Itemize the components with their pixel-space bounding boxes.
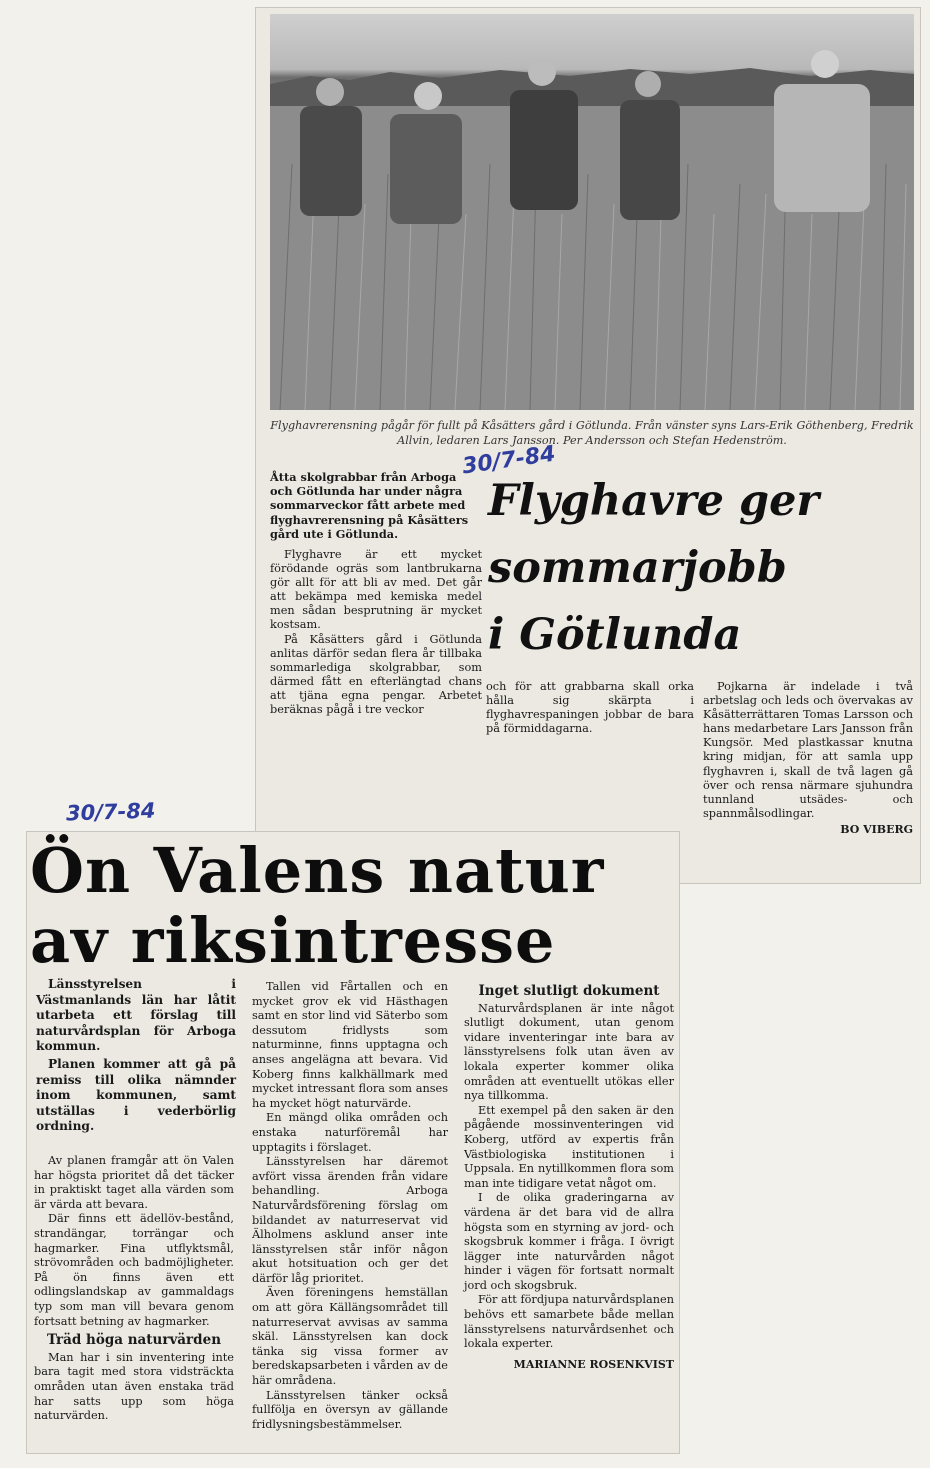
handwritten-date: 30/7-84 xyxy=(65,798,156,826)
paragraph: Där finns ett ädellöv-bestånd, strandängar, torrängar och hagmarker. Fina utflyktsmål, strövområden och badmöjligheter. På ön finns även ett odlingslandskap av gammaldags typ som man vill bevara genom fortsatt betning av hagmarker. xyxy=(34,1212,234,1328)
paragraph: Pojkarna är indelade i två arbetslag och leds och övervakas av Kåsätterrättaren Tomas Larsson och hans medarbetare Lars Jansson från Kungsör. Med plastkassar knutna kring midjan, för att samla upp flyghavren i, skall de två lagen gå över och rensa närmare sjuhundra tunnland utsädes- och spannmålsodlingar. xyxy=(703,680,913,820)
headline-line: av riksintresse xyxy=(30,904,556,977)
paragraph: För att fördjupa naturvårdsplanen behövs ett samarbete både mellan länsstyrelsens naturvårdsenhet och lokala experter. xyxy=(464,1293,674,1351)
article1-lead: Åtta skolgrabbar från Arboga och Götlunda har under några sommarveckor fått arbete med flyghavrerensning på Kåsätters gård ute i Götlunda. xyxy=(270,470,469,541)
photo-caption: Flyghavrerensning pågår för fullt på Kåsätters gård i Götlunda. Från vänster syns Lars-Erik Göthenberg, Fredrik Allvin, ledaren Lars Jansson. Per Andersson och Stefan Hedenström. xyxy=(270,419,914,447)
article2-lead xyxy=(36,977,236,1137)
article2-column-3 xyxy=(464,980,674,1372)
headline-line: Ön Valens natur xyxy=(30,834,605,907)
paragraph: Av planen framgår att ön Valen har högsta prioritet då det täcker in praktiskt taget alla värden som är värda att bevara. xyxy=(34,1154,234,1211)
article2-column-2 xyxy=(252,980,448,1432)
article1-column-3 xyxy=(703,680,913,837)
subheading: Inget slutligt dokument xyxy=(478,983,660,999)
handwritten-date: 30/7-84 xyxy=(460,441,558,480)
paragraph: Länsstyrelsen har däremot avfört vissa ärenden från vidare behandling. Arboga Naturvårdsförening förslag om bildandet av naturreservat vid Älholmens asklund anser inte länsstyrelsen står inför någon akut hotsituation och ger det därför låg prioritet. xyxy=(252,1155,448,1285)
paragraph: Länsstyrelsen tänker också fullfölja en översyn av gällande fridlysningsbestämmelser. xyxy=(252,1388,448,1431)
article1-headline xyxy=(488,468,908,669)
headline-line: sommarjobb xyxy=(488,543,787,593)
paragraph: På Kåsätters gård i Götlunda anlitas därför sedan flera år tillbaka sommarlediga skolgrabbar, som därmed fått en efterlängtad chans att tjäna egna pengar. Arbetet beräknas pågå i tre veckor xyxy=(270,632,482,717)
headline-line: i Götlunda xyxy=(488,610,742,660)
article2-headline xyxy=(30,836,670,976)
subheading: Träd höga naturvärden xyxy=(46,1332,222,1349)
paragraph: och för att grabbarna skall orka hålla sig skärpta i flyghavrespaningen jobbar de bara på förmiddagarna. xyxy=(486,680,694,736)
headline-line: Flyghavre ger xyxy=(488,476,820,526)
lead-paragraph: Planen kommer att gå på remiss till olika nämnder inom kommunen, samt utställas i vederbörlig ordning. xyxy=(36,1056,236,1134)
article1-column-1 xyxy=(270,548,482,717)
article2-column-1 xyxy=(34,1154,234,1424)
article1-column-2 xyxy=(486,680,694,736)
news-photo xyxy=(270,14,914,410)
paragraph: Man har i sin inventering inte bara tagit med stora vidsträckta områden utan även enstaka träd har satts upp som höga naturvärden. xyxy=(34,1350,234,1423)
paragraph: Tallen vid Fårtallen och en mycket grov ek vid Hästhagen samt en stor lind vid Säterbo som dessutom fridlysts som naturminne, finns upptagna och anses angelägna att bevara. Vid Koberg finns kalkhällmark med mycket intressant flora som anses ha mycket högt naturvärde. xyxy=(252,980,448,1110)
paragraph: Ett exempel på den saken är den pågående mossinventeringen vid Koberg, utförd av expertis från Västbiologiska institutionen i Uppsala. En nytillkommen flora som man inte tidigare vetat något om. xyxy=(464,1103,674,1190)
paragraph: Flyghavre är ett mycket förödande ogräs som lantbrukarna gör allt för att bli av med. Det går att bekämpa med kemiska medel men sådan besprutning är mycket kostsam. xyxy=(270,548,482,632)
paragraph: En mängd olika områden och enstaka naturföremål har upptagits i förslaget. xyxy=(252,1111,448,1154)
paragraph: Även föreningens hemställan om att göra Källängsområdet till naturreservat avvisas av samma skäl. Länsstyrelsen kan dock tänka sig vissa former av beredskapsarbeten i vården av de här områdena. xyxy=(252,1286,448,1388)
lead-paragraph: Länsstyrelsen i Västmanlands län har låtit utarbeta ett förslag till naturvårdsplan för Arboga kommun. xyxy=(36,977,236,1054)
byline: BO VIBERG xyxy=(840,822,913,836)
paragraph: Naturvårdsplanen är inte något slutligt dokument, utan genom vidare inventeringar inte bara av länsstyrelsens folk utan även av lokala experter kommer olika områden att eventuellt utökas eller nya tillkomma. xyxy=(464,1001,674,1103)
byline: MARIANNE ROSENKVIST xyxy=(513,1357,674,1371)
paragraph: I de olika graderingarna av värdena är det bara vid de allra högsta som en styrning av jord- och skogsbruk kommer i fråga. I övrigt lägger inte naturvården något hinder i vägen för fortsatt normalt jord och skogsbruk. xyxy=(464,1191,674,1292)
